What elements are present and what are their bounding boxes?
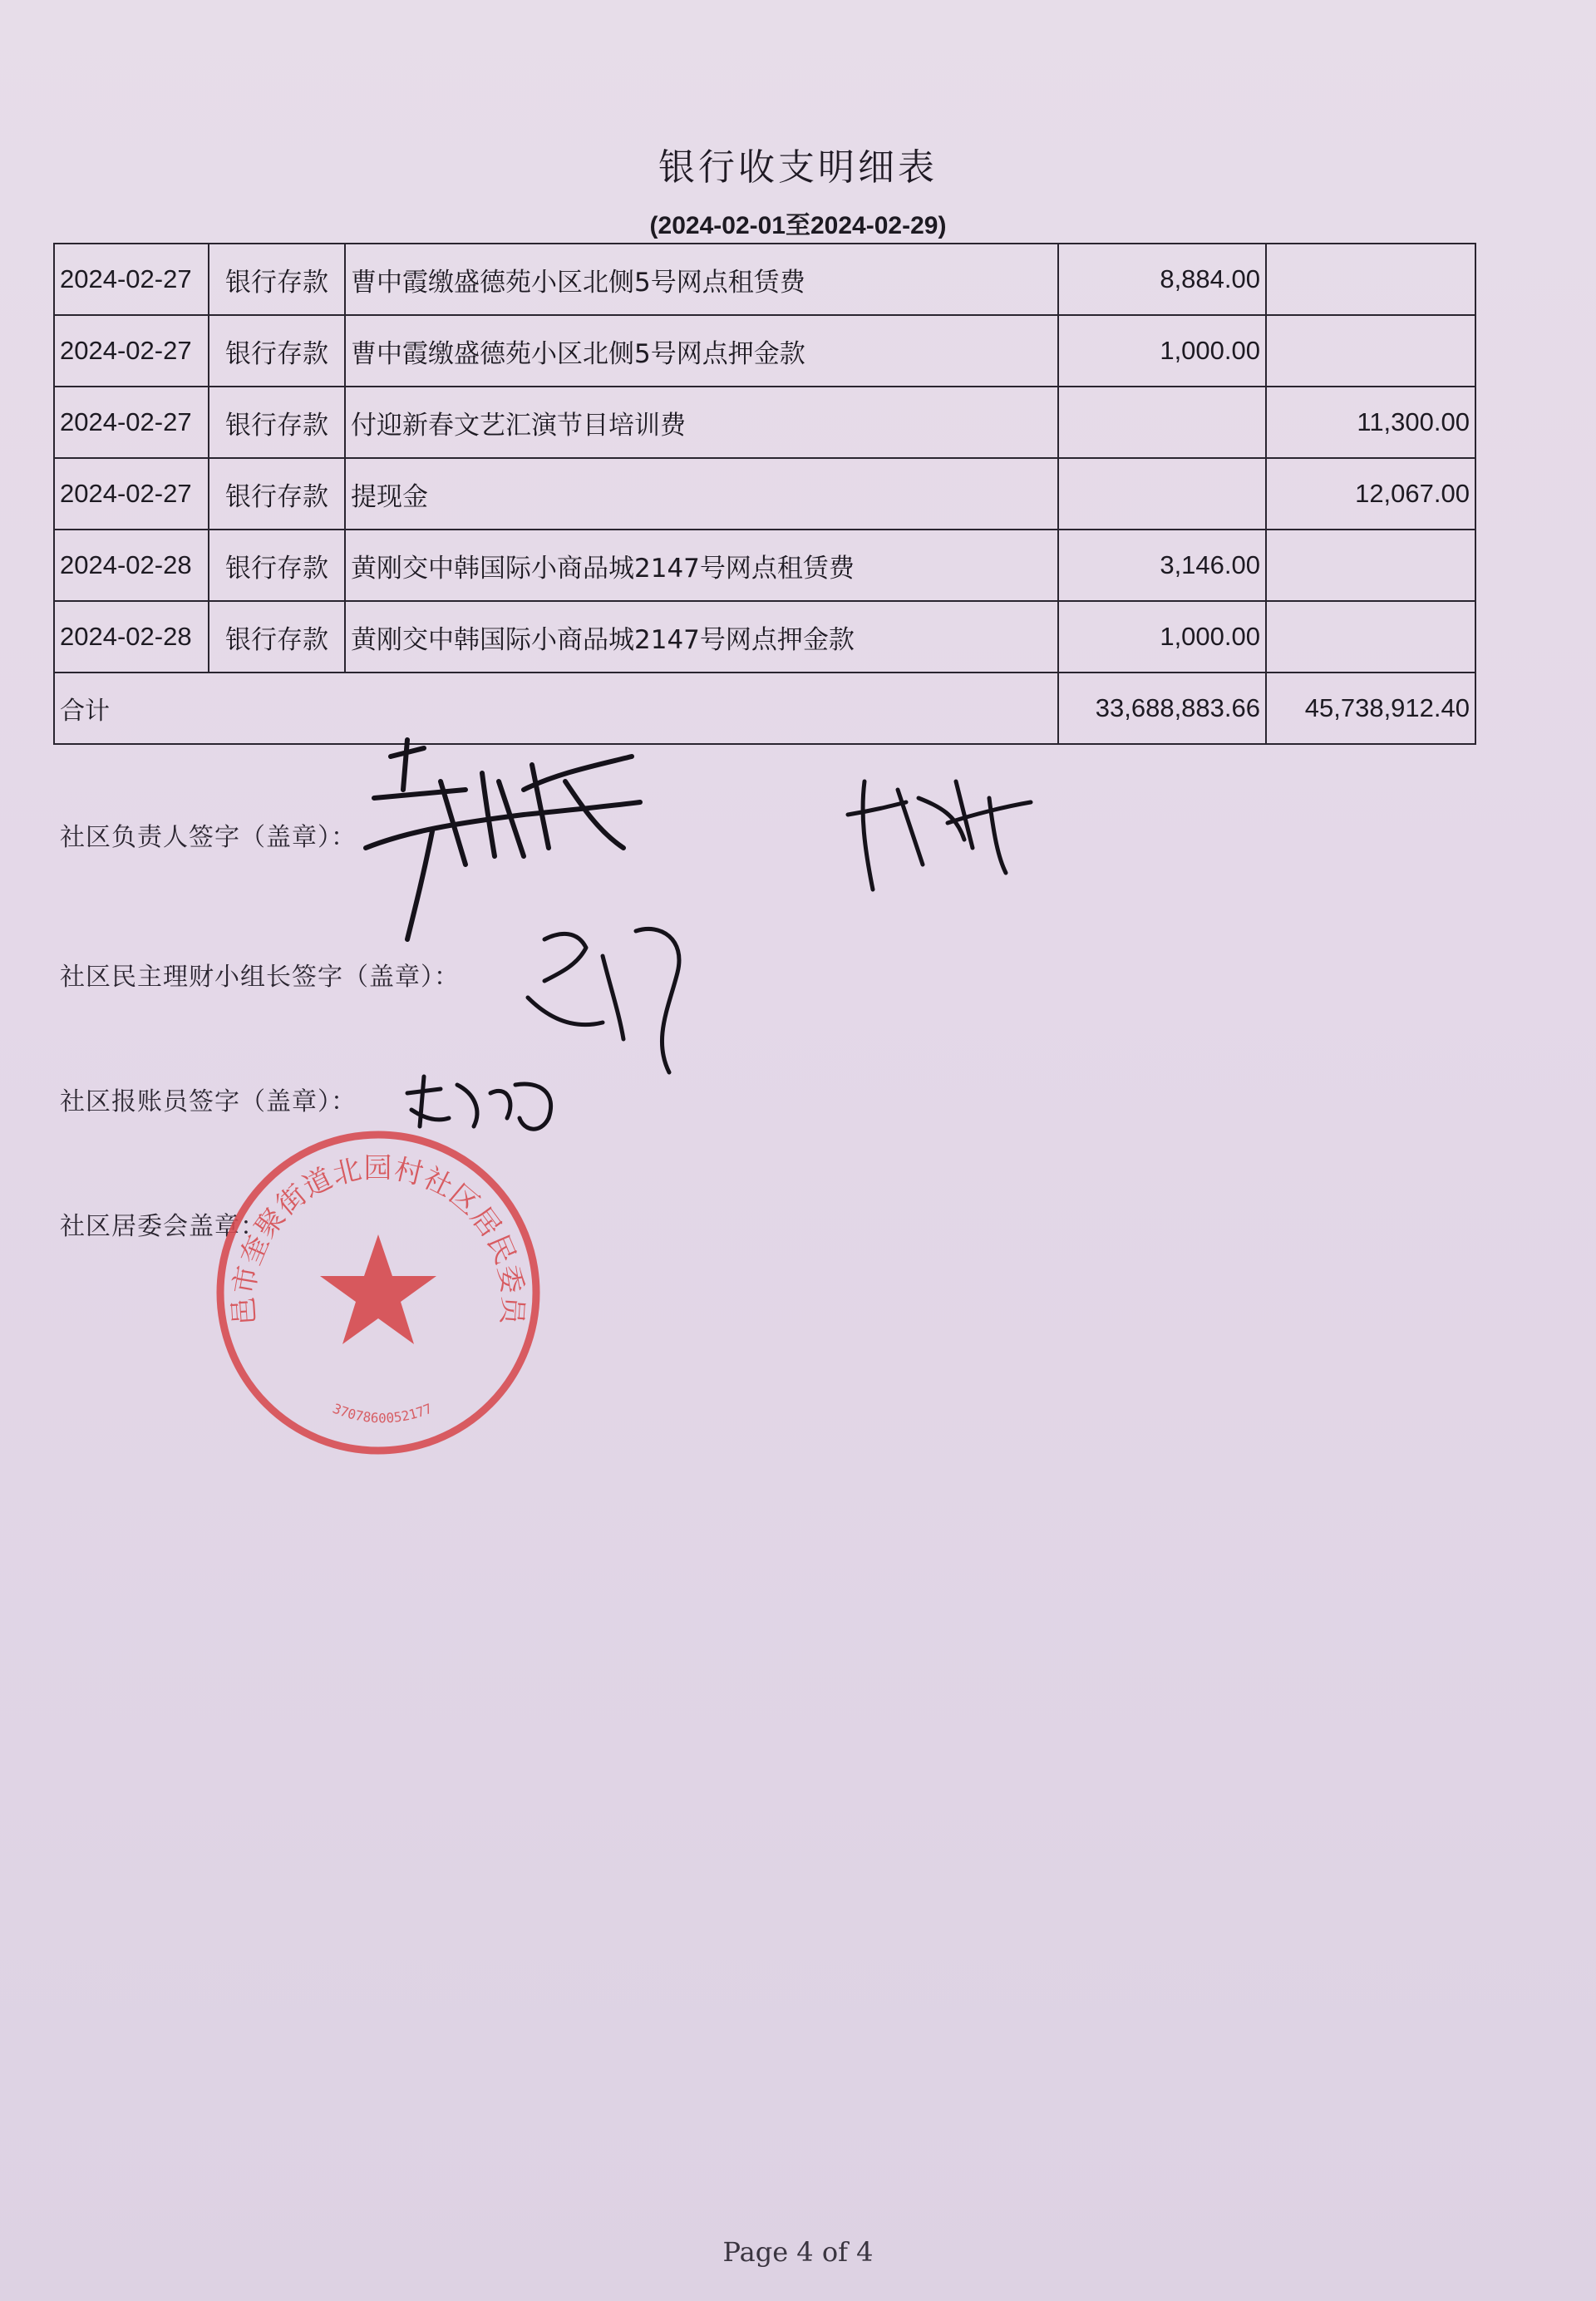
row-account: 银行存款	[209, 244, 345, 315]
committee-seal-label: 社区居委会盖章：	[60, 1212, 266, 1241]
ledger-row	[54, 244, 1475, 315]
ledger-row	[54, 315, 1475, 387]
document-title: 银行收支明细表	[658, 146, 938, 189]
row-income: 8,884.00	[1058, 244, 1266, 315]
ledger-body	[54, 244, 1475, 744]
row-expense	[1266, 244, 1475, 315]
document-period: (2024-02-01至2024-02-29)	[649, 212, 947, 239]
row-account: 银行存款	[209, 387, 345, 458]
row-date: 2024-02-28	[54, 530, 209, 601]
row-date: 2024-02-27	[54, 315, 209, 387]
row-account: 银行存款	[209, 601, 345, 673]
accountant-signature-label: 社区报账员签字（盖章）：	[60, 1087, 357, 1116]
row-expense	[1266, 315, 1475, 387]
total-income: 33,688,883.66	[1058, 673, 1266, 744]
ledger-table	[53, 243, 1476, 745]
page-footer: Page 4 of 4	[722, 2236, 874, 2268]
ledger-row	[54, 601, 1475, 673]
community-committee-seal	[212, 1126, 544, 1459]
second-handwritten-signature	[840, 765, 1039, 901]
row-income: 1,000.00	[1058, 601, 1266, 673]
row-expense: 11,300.00	[1266, 387, 1475, 458]
ledger-row	[54, 458, 1475, 530]
row-date: 2024-02-27	[54, 244, 209, 315]
total-expense: 45,738,912.40	[1266, 673, 1475, 744]
row-income: 1,000.00	[1058, 315, 1266, 387]
row-description: 黄刚交中韩国际小商品城2147号网点租赁费	[345, 530, 1058, 601]
row-account: 银行存款	[209, 458, 345, 530]
ledger-row	[54, 387, 1475, 458]
finance-group-signature-label: 社区民主理财小组长签字（盖章）：	[60, 963, 460, 992]
row-income: 3,146.00	[1058, 530, 1266, 601]
row-date: 2024-02-28	[54, 601, 209, 673]
row-description: 提现金	[345, 458, 1058, 530]
row-expense	[1266, 530, 1475, 601]
ledger-total-row	[54, 673, 1475, 744]
svg-text:3707860052177	[330, 1401, 434, 1426]
row-expense: 12,067.00	[1266, 458, 1475, 530]
row-account: 银行存款	[209, 315, 345, 387]
row-income	[1058, 458, 1266, 530]
row-income	[1058, 387, 1266, 458]
seal-star-icon	[320, 1234, 436, 1344]
seal-code-text: 3707860052177	[330, 1400, 435, 1426]
row-description: 曹中霞缴盛德苑小区北侧5号网点押金款	[345, 315, 1058, 387]
row-date: 2024-02-27	[54, 387, 209, 458]
row-account: 银行存款	[209, 530, 345, 601]
leader-signature-label: 社区负责人签字（盖章）：	[60, 823, 357, 852]
row-description: 付迎新春文艺汇演节目培训费	[345, 387, 1058, 458]
row-date: 2024-02-27	[54, 458, 209, 530]
total-label: 合计	[54, 673, 1058, 744]
finance-group-handwritten-signature	[511, 906, 711, 1092]
seal-ring-text: 邑市奎聚街道北园村社区居民委员	[227, 1151, 530, 1327]
row-description: 曹中霞缴盛德苑小区北侧5号网点租赁费	[345, 244, 1058, 315]
row-description: 黄刚交中韩国际小商品城2147号网点押金款	[345, 601, 1058, 673]
ledger-row	[54, 530, 1475, 601]
row-expense	[1266, 601, 1475, 673]
